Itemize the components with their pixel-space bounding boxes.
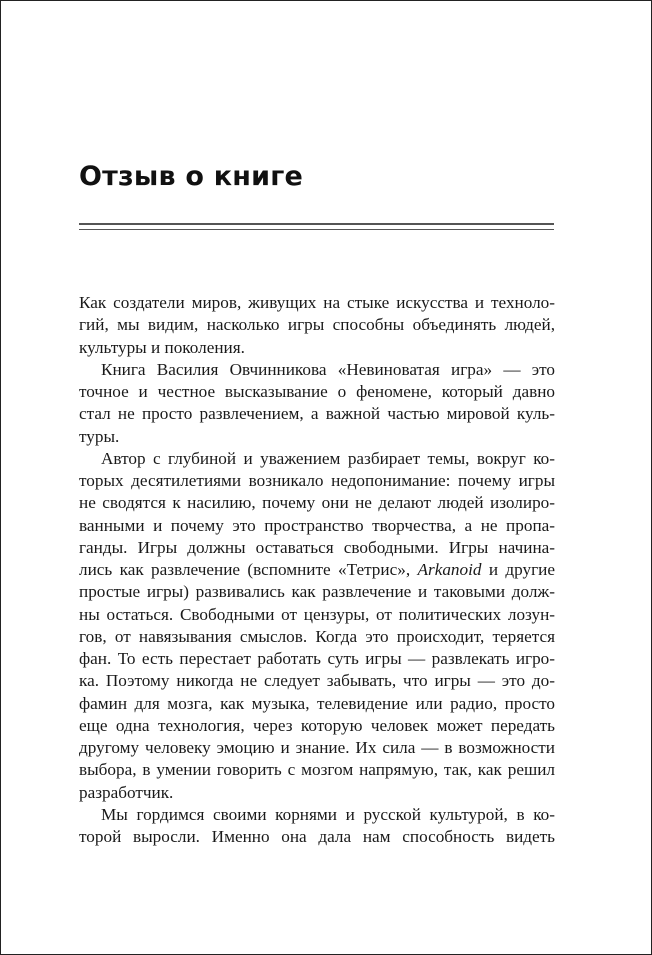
text-line: ванными и почему это пространство творчества, а не пропа-	[79, 515, 555, 535]
text-line: разработчик.	[79, 782, 174, 802]
text-line-with-italic	[79, 559, 555, 581]
text-line: торой выросли. Именно она дала нам способность видеть	[79, 827, 555, 846]
text-line: не сводятся к насилию, почему они не делают людей изолиро-	[79, 493, 555, 513]
paragraph-4	[79, 804, 555, 849]
text-line: точное и честное высказывание о феномене, который давно	[79, 382, 555, 401]
text-line: еще одна технология, через которую человек может передать	[79, 715, 555, 735]
text-line: ны остаться. Свободными от цензуры, от политических лозун-	[79, 604, 555, 624]
text-line: фамин для мозга, как музыка, телевидение или радио, просто	[79, 693, 555, 713]
review-body	[79, 292, 555, 848]
text-line: Автор с глубиной и уважением разбирает темы, вокруг ко-	[101, 448, 555, 468]
text-line: ка. Поэтому никогда не следует забывать, что игры — это до-	[79, 671, 555, 691]
text-line: простые игры) развивались как развлечение и таковыми долж-	[79, 582, 555, 602]
text-line: гий, мы видим, насколько игры способны объединять людей,	[79, 315, 555, 335]
paragraph-3	[79, 448, 555, 804]
text-line: Книга Василия Овчинникова «Невиноватая игра» — это	[101, 359, 555, 379]
game-title-italic: Arkanoid	[417, 560, 482, 579]
title-divider-thin	[79, 229, 554, 230]
text-segment: и другие	[481, 560, 555, 579]
text-line: ганды. Игры должны оставаться свободными. Игры начина-	[79, 537, 555, 557]
text-segment: лись как развлечение (вспомните «Тетрис»,	[79, 560, 418, 579]
text-line: гов, от навязывания смыслов. Когда это происходит, теряется	[79, 626, 555, 646]
page-title: Отзыв о книге	[79, 161, 304, 192]
text-line: Мы гордимся своими корнями и русской культурой, в ко-	[101, 804, 555, 824]
title-divider-thick	[79, 223, 554, 225]
text-line: туры.	[79, 426, 120, 446]
text-line: Как создатели миров, живущих на стыке искусства и техноло-	[79, 293, 555, 312]
text-line: торых десятилетиями возникало недопонимание: почему игры	[79, 471, 555, 490]
text-line: культуры и поколения.	[79, 337, 245, 357]
paragraph-2	[79, 359, 555, 448]
text-line: фан. То есть перестает работать суть игры — развлекать игро-	[79, 649, 555, 668]
text-line: другому человеку эмоцию и знание. Их сила — в возможности	[79, 738, 555, 757]
paragraph-1	[79, 292, 555, 359]
text-line: выбора, в умении говорить с мозгом напрямую, так, как решил	[79, 760, 555, 780]
text-line: стал не просто развлечением, а важной частью мировой куль-	[79, 404, 555, 424]
